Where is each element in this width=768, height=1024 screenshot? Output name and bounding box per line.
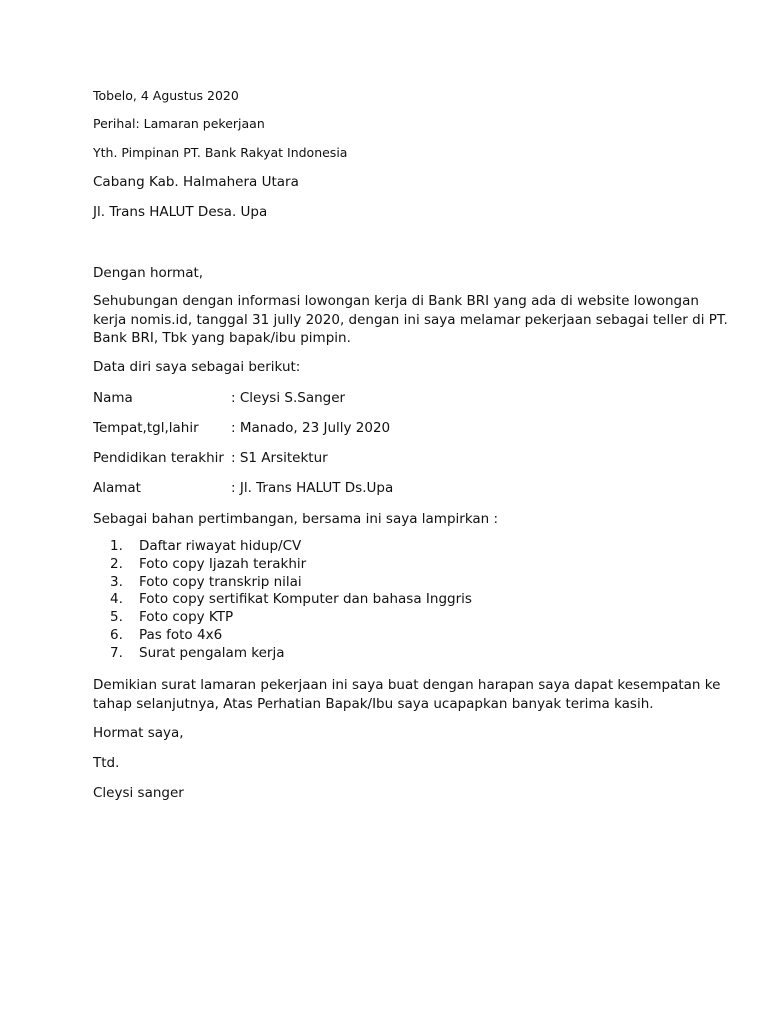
list-number: 7. <box>110 644 123 661</box>
greeting: Dengan hormat, <box>93 265 204 281</box>
list-text: Surat pengalam kerja <box>139 644 285 661</box>
list-item <box>110 574 472 592</box>
list-item <box>110 556 472 574</box>
list-text: Pas foto 4x6 <box>139 626 223 643</box>
list-number: 6. <box>110 626 123 643</box>
address-line: Jl. Trans HALUT Desa. Upa <box>93 204 268 220</box>
list-text: Foto copy Ijazah terakhir <box>139 555 307 572</box>
list-item <box>110 627 472 645</box>
list-number: 1. <box>110 538 123 554</box>
list-number: 3. <box>110 573 123 590</box>
list-text: Foto copy sertifikat Komputer dan bahasa Inggris <box>139 591 472 608</box>
intro-line: Bank BRI, Tbk yang bapak/ibu pimpin. <box>93 330 351 346</box>
field-value-pendidikan: : S1 Arsitektur <box>231 450 328 466</box>
closing-line: tahap selanjutnya, Atas Perhatian Bapak/Ibu saya ucapapkan banyak terima kasih. <box>93 695 654 712</box>
closing-paragraph <box>93 676 721 713</box>
list-number: 2. <box>110 555 123 572</box>
data-intro: Data diri saya sebagai berikut: <box>93 359 301 375</box>
field-label-ttl: Tempat,tgl,lahir <box>93 420 199 436</box>
field-label-alamat: Alamat <box>93 480 141 496</box>
closing-line: Demikian surat lamaran pekerjaan ini saya buat dengan harapan saya dapat kesempatan ke <box>93 677 721 693</box>
list-text: Foto copy KTP <box>139 609 234 626</box>
field-label-pendidikan: Pendidikan terakhir <box>93 450 224 466</box>
intro-paragraph <box>93 292 728 348</box>
intro-line: Sehubungan dengan informasi lowongan kerja di Bank BRI yang ada di website lowongan <box>93 293 699 309</box>
field-value-alamat: : Jl. Trans HALUT Ds.Upa <box>231 480 394 496</box>
list-item <box>110 609 472 627</box>
list-number: 5. <box>110 609 123 626</box>
field-value-ttl: : Manado, 23 Jully 2020 <box>231 420 391 436</box>
list-item <box>110 538 472 556</box>
field-label-nama: Nama <box>93 390 133 406</box>
ttd: Ttd. <box>93 755 120 771</box>
attachments-intro: Sebagai bahan pertimbangan, bersama ini saya lampirkan : <box>93 511 499 527</box>
recipient-line: Yth. Pimpinan PT. Bank Rakyat Indonesia <box>93 145 348 160</box>
letter-date: Tobelo, 4 Agustus 2020 <box>93 88 239 103</box>
letter-subject: Perihal: Lamaran pekerjaan <box>93 116 265 131</box>
branch-line: Cabang Kab. Halmahera Utara <box>93 174 299 190</box>
list-item <box>110 591 472 609</box>
field-value-nama: : Cleysi S.Sanger <box>231 390 346 406</box>
list-item <box>110 645 472 663</box>
list-number: 4. <box>110 591 123 608</box>
intro-line: kerja nomis.id, tanggal 31 jully 2020, dengan ini saya melamar pekerjaan sebagai teller di PT. <box>93 311 728 328</box>
list-text: Daftar riwayat hidup/CV <box>139 538 302 554</box>
regards: Hormat saya, <box>93 725 184 741</box>
list-text: Foto copy transkrip nilai <box>139 573 302 590</box>
signer-name: Cleysi sanger <box>93 785 184 801</box>
attachments-list <box>110 538 472 663</box>
